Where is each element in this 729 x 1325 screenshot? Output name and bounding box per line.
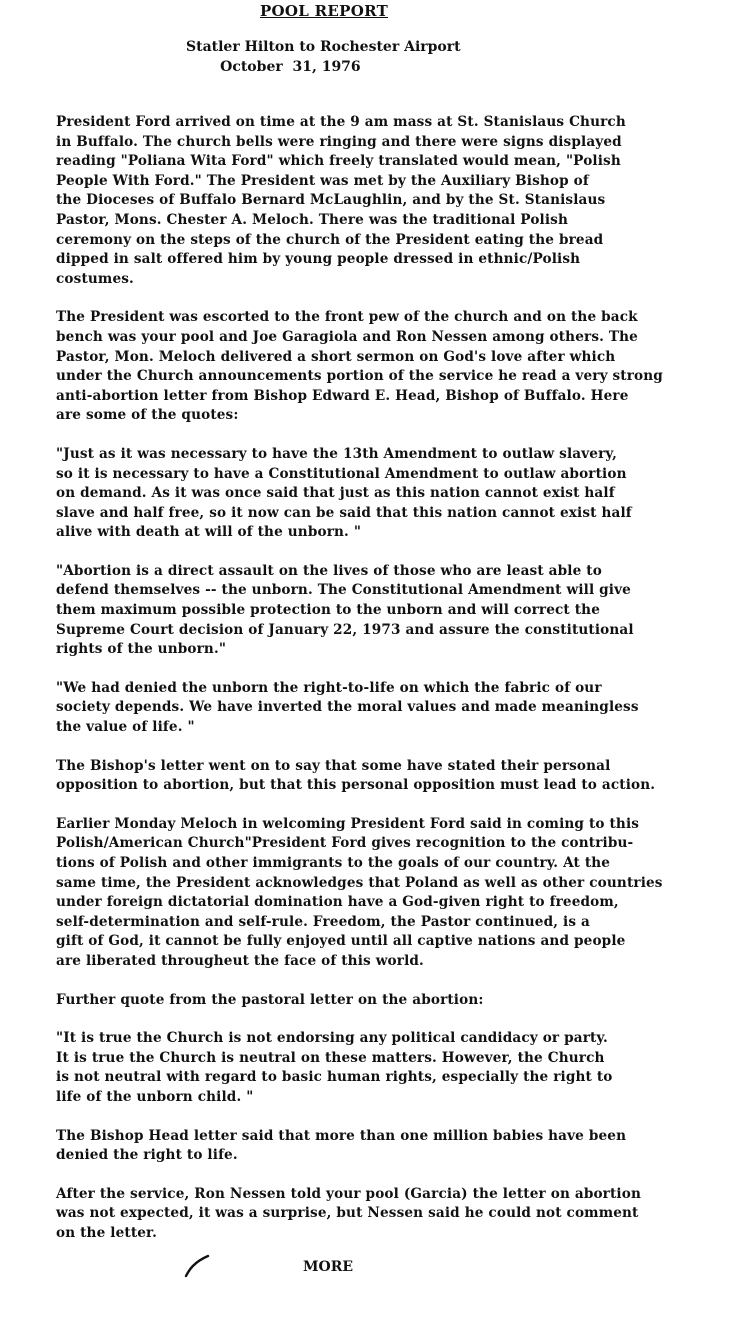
text-line: Polish/American Church"President Ford gives recognition to the contribu- [56,835,634,852]
text-line: Further quote from the pastoral letter on the abortion: [56,991,484,1008]
more-label: MORE [303,1259,353,1275]
body-paragraph [56,757,721,796]
text-line: the value of life. " [56,719,195,736]
report-title: POOL REPORT [259,2,389,20]
body-paragraph [56,991,721,1011]
text-line: reading "Poliana Wita Ford" which freely translated would mean, "Polish [56,153,621,170]
text-line: is not neutral with regard to basic human rights, especially the right to [56,1069,613,1086]
text-line: The President was escorted to the front pew of the church and on the back [56,309,638,326]
report-body [56,113,721,1263]
text-line: defend themselves -- the unborn. The Constitutional Amendment will give [56,582,631,599]
body-paragraph [56,679,721,738]
report-subtitle [186,37,461,77]
text-line: tions of Polish and other immigrants to the goals of our country. At the [56,855,611,871]
text-line: The Bishop Head letter said that more than one million babies have been [56,1127,627,1144]
text-line: under the Church announcements portion of the service he read a very strong [56,368,663,385]
body-paragraph [56,1185,721,1244]
text-line: anti-abortion letter from Bishop Edward E. Head, Bishop of Buffalo. Here [56,387,629,404]
route-line: Statler Hilton to Rochester Airport [186,39,461,55]
text-line: "Abortion is a direct assault on the lives of those who are least able to [56,562,602,579]
text-line: Pastor, Mons. Chester A. Meloch. There was the traditional Polish [56,211,568,228]
text-line: alive with death at will of the unborn. " [56,524,362,541]
text-line: rights of the unborn." [56,641,227,658]
text-line: Supreme Court decision of January 22, 1973 and assure the constitutional [56,621,634,638]
text-line: It is true the Church is neutral on these matters. However, the Church [56,1049,605,1066]
text-line: denied the right to life. [56,1147,238,1164]
text-line: under foreign dictatorial domination have a God-given right to freedom, [56,894,619,911]
text-line: President Ford arrived on time at the 9 am mass at St. Stanislaus Church [56,114,626,130]
text-line: slave and half free, so it now can be said that this nation cannot exist half [56,504,632,521]
text-line: People With Ford." The President was met by the Auxiliary Bishop of [56,172,589,189]
text-line: them maximum possible protection to the unborn and will correct the [56,602,600,619]
text-line: ceremony on the steps of the church of the President eating the bread [56,231,604,248]
date-line: October 31, 1976 [220,59,361,75]
text-line: are some of the quotes: [56,407,239,424]
text-line: opposition to abortion, but that this personal opposition must lead to action. [56,777,656,794]
text-line: "Just as it was necessary to have the 13th Amendment to outlaw slavery, [56,445,618,462]
text-line: was not expected, it was a surprise, but Nessen said he could not comment [56,1205,639,1222]
text-line: on demand. As it was once said that just as this nation cannot exist half [56,485,615,502]
body-paragraph [56,113,721,289]
text-line: Earlier Monday Meloch in welcoming President Ford said in coming to this [56,815,640,832]
text-line: dipped in salt offered him by young people dressed in ethnic/Polish [56,251,581,268]
text-line: The Bishop's letter went on to say that some have stated their personal [56,757,611,774]
text-line: bench was your pool and Joe Garagiola and Ron Nessen among others. The [56,328,638,345]
text-line: in Buffalo. The church bells were ringing and there were signs displayed [56,133,622,150]
text-line: the Dioceses of Buffalo Bernard McLaughlin, and by the St. Stanislaus [56,192,606,209]
text-line: gift of God, it cannot be fully enjoyed until all captive nations and people [56,933,626,950]
text-line: society depends. We have inverted the moral values and made meaningless [56,699,639,716]
handwritten-mark [180,1252,214,1280]
body-paragraph [56,1029,721,1107]
body-paragraph [56,445,721,543]
body-paragraph [56,1127,721,1166]
text-line: Pastor, Mon. Meloch delivered a short sermon on God's love after which [56,348,616,365]
text-line: After the service, Ron Nessen told your pool (Garcia) the letter on abortion [56,1185,641,1202]
body-paragraph [56,562,721,660]
text-line: "It is true the Church is not endorsing any political candidacy or party. [56,1030,608,1047]
text-line: costumes. [56,270,134,287]
text-line: on the letter. [56,1224,157,1241]
text-line: so it is necessary to have a Constitutional Amendment to outlaw abortion [56,465,627,482]
body-paragraph [56,815,721,972]
text-line: "We had denied the unborn the right-to-life on which the fabric of our [56,679,602,696]
text-line: self-determination and self-rule. Freedom, the Pastor continued, is a [56,913,590,930]
text-line: are liberated througheut the face of this world. [56,952,424,969]
text-line: same time, the President acknowledges that Poland as well as other countries [56,874,663,891]
text-line: life of the unborn child. " [56,1088,254,1105]
body-paragraph [56,308,721,426]
